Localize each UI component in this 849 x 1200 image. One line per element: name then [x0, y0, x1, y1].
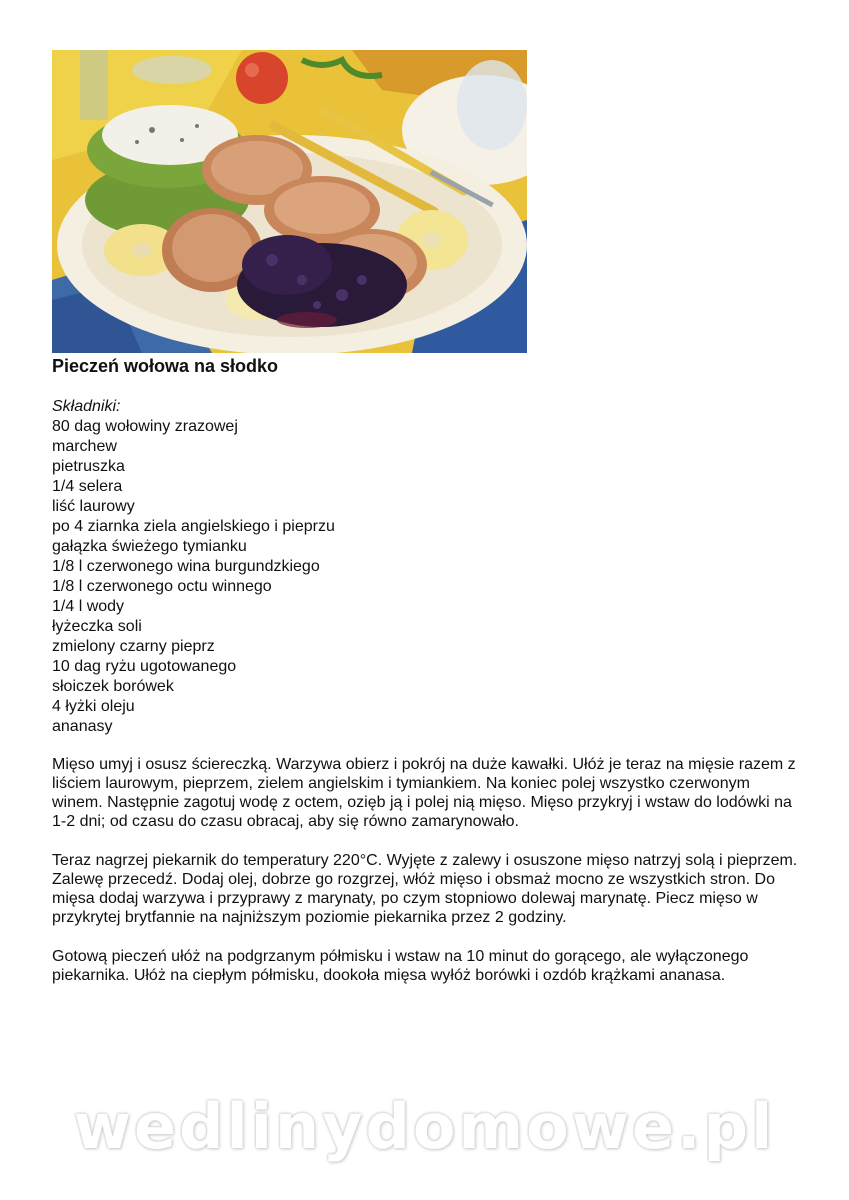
ingredient-item: 1/4 l wody	[52, 598, 125, 615]
site-watermark: wedlinydomowe.pl	[73, 1090, 776, 1163]
ingredient-item: 4 łyżki oleju	[52, 698, 135, 715]
recipe-photo	[52, 50, 527, 353]
ingredient-item: gałązka świeżego tymianku	[52, 538, 247, 555]
step-paragraph: Teraz nagrzej piekarnik do temperatury 220°C. Wyjęte z zalewy i osuszone mięso natrzyj solą i pieprzem. Zalewę przecedź. Dodaj olej, dobrze go rozgrzej, włóż mięso i obsmaż mocno ze wszystkich stron. Do mięsa dodaj warzywa i przyprawy z marynaty, po czym stopniowo dolewaj marynatę. Piecz mięso w przykrytej brytfannie na najniższym poziomie piekarnika przez 2 godziny.	[52, 852, 798, 926]
ingredient-item: ananasy	[52, 718, 113, 735]
ingredient-item: pietruszka	[52, 458, 125, 475]
preparation-steps	[52, 755, 802, 1005]
ingredient-item: słoiczek borówek	[52, 678, 174, 695]
ingredient-item: zmielony czarny pieprz	[52, 638, 215, 655]
ingredient-item: 80 dag wołowiny zrazowej	[52, 418, 238, 435]
ingredients-list	[52, 417, 752, 737]
ingredient-item: łyżeczka soli	[52, 618, 142, 635]
step-paragraph: Mięso umyj i osusz ściereczką. Warzywa obierz i pokrój na duże kawałki. Ułóż je teraz na mięsie razem z liściem laurowym, pieprzem, zielem angielskim i tymiankiem. Na koniec polej wszystko czerwonym winem. Następnie zagotuj wodę z octem, ozięb ją i polej nią mięso. Mięso przykryj i wstaw do lodówki na 1-2 dni; od czasu do czasu obracaj, aby się równo zamarynowało.	[52, 756, 796, 830]
ingredient-item: liść laurowy	[52, 498, 135, 515]
ingredient-item: 1/8 l czerwonego octu winnego	[52, 578, 272, 595]
food-illustration	[52, 50, 527, 353]
ingredient-item: 10 dag ryżu ugotowanego	[52, 658, 237, 675]
ingredient-item: 1/4 selera	[52, 478, 123, 495]
recipe-title: Pieczeń wołowa na słodko	[52, 356, 279, 376]
ingredient-item: 1/8 l czerwonego wina burgundzkiego	[52, 558, 320, 575]
ingredient-item: marchew	[52, 438, 117, 455]
ingredient-item: po 4 ziarnka ziela angielskiego i pieprzu	[52, 518, 335, 535]
ingredients-section	[52, 397, 752, 737]
step-paragraph: Gotową pieczeń ułóż na podgrzanym półmisku i wstaw na 10 minut do gorącego, ale wyłączonego piekarnika. Ułóż na ciepłym półmisku, dookoła mięsa wyłóż borówki i ozdób krążkami ananasa.	[52, 948, 749, 984]
ingredients-label: Składniki:	[52, 398, 121, 415]
